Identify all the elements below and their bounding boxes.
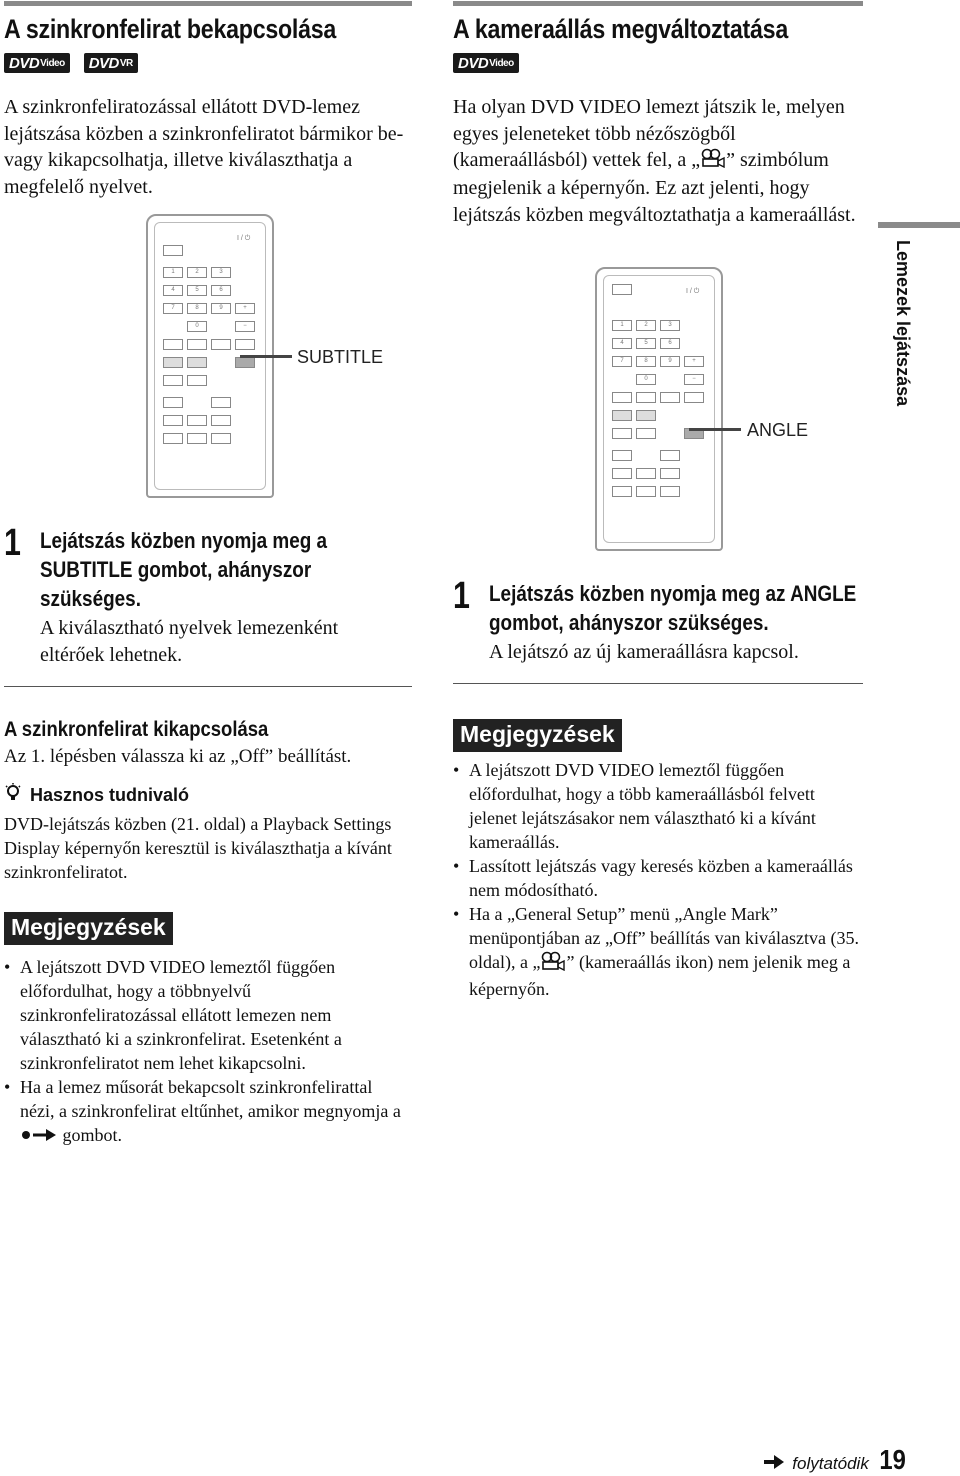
subtitle-section-title: A szinkronfelirat bekapcsolása — [4, 14, 337, 44]
lightbulb-icon — [4, 783, 22, 808]
remote-key: 7 — [612, 356, 632, 367]
camera-angle-icon — [540, 951, 566, 977]
step-number: 1 — [453, 575, 470, 617]
remote-key — [187, 357, 207, 368]
remote-key — [211, 415, 231, 426]
remote-key — [612, 392, 632, 403]
angle-callout-label: ANGLE — [747, 420, 809, 440]
divider — [453, 683, 863, 684]
subtitle-off-section — [4, 718, 412, 1148]
page-number: 19 — [879, 1444, 906, 1475]
remote-key: 9 — [211, 303, 231, 314]
remote-key: 6 — [660, 338, 680, 349]
note-item: • Ha a „General Setup” menü „Angle Mark” menüpontjában az „Off” beállítás van kiválasztva (35. oldal), a „ ” (kameraállás ikon) nem jelenik meg a képernyőn. — [453, 902, 861, 1001]
remote-key — [235, 339, 255, 350]
notes-list — [453, 758, 861, 1001]
subtitle-step-1 — [4, 522, 412, 668]
remote-key: 3 — [660, 320, 680, 331]
arrow-right-icon — [764, 1455, 784, 1474]
remote-key: 7 — [163, 303, 183, 314]
remote-key: 8 — [636, 356, 656, 367]
notes-right — [453, 719, 863, 1001]
notes-list — [4, 955, 404, 1149]
remote-control-illustration: I / ⏻ 1 2 3 4 5 6 7 8 9 + 0 − — [146, 214, 274, 498]
remote-control-illustration: I / ⏻ 1 2 3 4 5 6 7 8 9 + 0 − — [595, 267, 723, 551]
note-item: • A lejátszott DVD VIDEO lemeztől függően előfordulhat, hogy a többnyelvű szinkronfeliratozással ellátott lemezen nem választható ki a szinkronfelirat. Esetenként a szinkronfeliratot nem lehet kikapcsolni. — [4, 955, 404, 1075]
remote-key: 1 — [163, 267, 183, 278]
remote-key: 4 — [612, 338, 632, 349]
remote-key — [612, 410, 632, 421]
remote-key: 0 — [636, 374, 656, 385]
remote-key — [612, 468, 632, 479]
remote-key — [612, 486, 632, 497]
step-body: A kiválasztható nyelvek lemezenként eltérőek lehetnek. — [40, 617, 339, 666]
remote-key — [187, 375, 207, 386]
step-heading: Lejátszás közben nyomja meg a SUBTITLE gombot, ahányszor szükséges. — [40, 528, 328, 611]
subtitle-callout-line — [240, 355, 292, 358]
remote-key — [211, 397, 231, 408]
remote-key — [612, 428, 632, 439]
remote-key: 4 — [163, 285, 183, 296]
remote-key — [211, 433, 231, 444]
dvd-video-badge: DVD Video — [453, 53, 519, 73]
subtitle-callout-label: SUBTITLE — [297, 347, 384, 367]
subtitle-off-title: A szinkronfelirat kikapcsolása — [4, 718, 269, 741]
section-rule — [4, 1, 412, 6]
remote-key — [636, 410, 656, 421]
remote-key — [612, 450, 632, 461]
remote-key: 8 — [187, 303, 207, 314]
remote-key — [187, 339, 207, 350]
remote-key — [684, 392, 704, 403]
remote-key — [163, 433, 183, 444]
notes-heading: Megjegyzések — [4, 912, 173, 945]
remote-key — [163, 357, 183, 368]
remote-key: 2 — [636, 320, 656, 331]
left-column — [4, 0, 412, 1145]
note-item: • Lassított lejátszás vagy keresés közben a kameraállás nem módosítható. — [453, 854, 861, 902]
section-rule — [453, 1, 863, 6]
remote-key — [163, 415, 183, 426]
remote-key: 5 — [636, 338, 656, 349]
page-footer — [764, 1446, 908, 1474]
chapter-side-tab — [872, 222, 960, 422]
remote-key: 6 — [211, 285, 231, 296]
angle-intro-text: Ha olyan DVD VIDEO lemezt játszik le, melyen egyes jeleneteket több nézőszögből (kameraállásból) vettek fel, a „ ” szimbólum megjelenik a képernyőn. Ez azt jelenti, hogy lejátszás közben megváltoztathatja a kameraállást. — [453, 96, 856, 226]
format-badges — [453, 53, 863, 75]
angle-step-1 — [453, 575, 863, 666]
subtitle-off-text: Az 1. lépésben válassza ki az „Off” beállítást. — [4, 746, 352, 767]
remote-key: + — [235, 303, 255, 314]
step-heading: Lejátszás közben nyomja meg az ANGLE gombot, ahányszor szükséges. — [489, 581, 857, 635]
angle-section-title: A kameraállás megváltoztatása — [453, 14, 788, 44]
remote-key: 0 — [187, 321, 207, 332]
subtitle-button-icon — [20, 1124, 58, 1148]
subtitle-remote-key — [235, 357, 255, 368]
remote-key: 2 — [187, 267, 207, 278]
divider — [4, 686, 412, 687]
remote-key — [187, 433, 207, 444]
remote-key — [612, 284, 632, 295]
notes-heading: Megjegyzések — [453, 719, 622, 752]
continued-label: folytatódik — [792, 1454, 869, 1473]
note-item: • A lejátszott DVD VIDEO lemeztől függően előfordulhat, hogy a több kameraállásból felvett jelenet lejátszásakor nem választható ki a kívánt kameraállás. — [453, 758, 861, 854]
notes-left — [4, 912, 412, 1149]
remote-key: + — [684, 356, 704, 367]
format-badges — [4, 53, 412, 75]
remote-key: 1 — [612, 320, 632, 331]
side-tab-rule — [878, 222, 960, 228]
remote-key — [660, 450, 680, 461]
remote-key: 5 — [187, 285, 207, 296]
remote-key — [636, 486, 656, 497]
remote-key: 3 — [211, 267, 231, 278]
subtitle-intro-text: A szinkronfeliratozással ellátott DVD-lemez lejátszása közben a szinkronfeliratot bármikor be- vagy kikapcsolhatja, illetve kiválaszthatja a megfelelő nyelvet. — [4, 96, 404, 198]
remote-key — [163, 397, 183, 408]
remote-key — [163, 245, 183, 256]
remote-key: 9 — [660, 356, 680, 367]
remote-key: − — [235, 321, 255, 332]
remote-key — [636, 392, 656, 403]
dvd-vr-badge: DVD VR — [84, 53, 138, 73]
side-tab-label: Lemezek lejátszása — [893, 240, 913, 407]
remote-key — [636, 428, 656, 439]
tip-text: DVD-lejátszás közben (21. oldal) a Playback Settings Display képernyőn keresztül is kiválaszthatja a kívánt szinkronfeliratot. — [4, 813, 392, 882]
remote-key — [660, 392, 680, 403]
remote-key — [163, 339, 183, 350]
step-body: A lejátszó az új kameraállásra kapcsol. — [489, 641, 799, 663]
remote-key: − — [684, 374, 704, 385]
step-number: 1 — [4, 522, 21, 564]
remote-key — [660, 468, 680, 479]
note-item: • Ha a lemez műsorát bekapcsolt szinkronfelirattal nézi, a szinkronfelirat eltűnhet, amikor megnyomja a gombot. — [4, 1075, 404, 1149]
remote-key — [660, 486, 680, 497]
angle-callout-line — [689, 428, 741, 431]
camera-angle-icon — [700, 148, 726, 176]
remote-key — [211, 339, 231, 350]
remote-key — [636, 468, 656, 479]
right-column — [453, 0, 863, 999]
dvd-video-badge: DVD Video — [4, 53, 70, 73]
tip-heading: Hasznos tudnivaló — [4, 783, 412, 808]
remote-key — [163, 375, 183, 386]
remote-key — [187, 415, 207, 426]
